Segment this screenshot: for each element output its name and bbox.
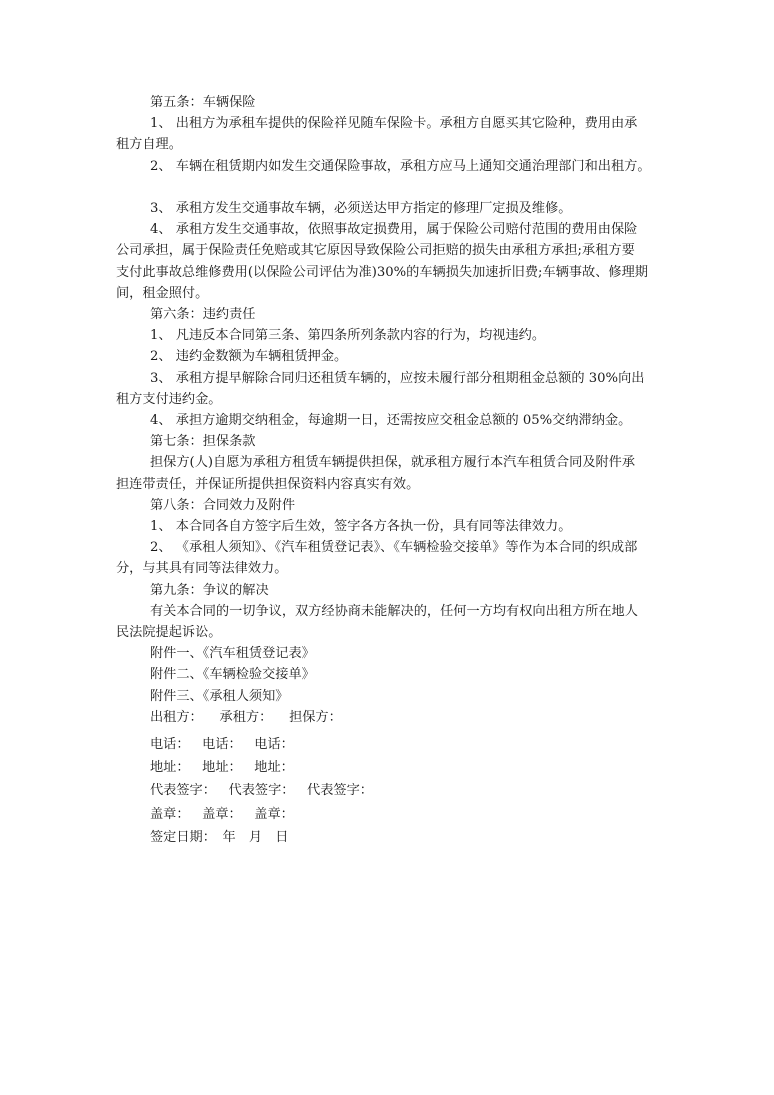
attachment-3: 附件三、《承租人须知》 (150, 688, 289, 704)
phone-label-1: 电话： (150, 737, 190, 753)
phone-label-2: 电话： (202, 737, 242, 753)
clause-5-4-line-2: 公司承担，属于保险责任免赔或其它原因导致保险公司拒赔的损失由承租方承担;承租方要 (116, 243, 635, 259)
clause-5-4-line-1: 4、 承租方发生交通事故，依照事故定损费用，属于保险公司赔付范围的费用由保险 (150, 222, 638, 238)
signature-address-row (116, 757, 664, 778)
lessor-label: 出租方： (150, 709, 203, 725)
seal-label-2: 盖章： (202, 806, 242, 822)
address-label-2: 地址： (202, 760, 242, 776)
signature-seal-row (116, 804, 664, 825)
seal-label-1: 盖章： (150, 806, 190, 822)
clause-9-line-2: 民法院提起诉讼。 (116, 625, 222, 641)
clause-7-line-2: 担连带责任，并保证所提供担保资料内容真实有效。 (116, 476, 420, 492)
signature-rep-row (116, 780, 664, 801)
guarantor-label: 担保方： (289, 709, 342, 725)
clause-6-2-line-1: 2、 违约金数额为车辆租赁押金。 (150, 349, 348, 365)
address-label-1: 地址： (150, 760, 190, 776)
section-heading-8: 第八条：合同效力及附件 (150, 497, 296, 513)
clause-8-1-line-1: 1、 本合同各自方签字后生效，签字各方各执一份，具有同等法律效力。 (150, 519, 572, 535)
clause-7-line-1: 担保方(人)自愿为承租方租赁车辆提供担保，就承租方履行本汽车租赁合同及附件承 (150, 455, 636, 471)
clause-5-4-line-4: 间，租金照付。 (116, 285, 209, 301)
rep-label-2: 代表签字： (228, 783, 295, 799)
address-label-3: 地址： (254, 760, 294, 776)
clause-5-4-line-3: 支付此事故总维修费用(以保险公司评估为准)30%的车辆损失加速折旧费;车辆事故、修理期 (116, 264, 648, 280)
clause-6-3-line-2: 租方支付违约金。 (116, 391, 222, 407)
attachment-2: 附件二、《车辆检验交接单》 (150, 667, 315, 683)
section-heading-7: 第七条：担保条款 (150, 434, 256, 450)
clause-9-line-1: 有关本合同的一切争议，双方经协商未能解决的，任何一方均有权向出租方所在地人 (150, 603, 638, 619)
signature-phone-row (116, 734, 664, 755)
clause-6-1-line-1: 1、 凡违反本合同第三条、第四条所列条款内容的行为，均视违约。 (150, 328, 546, 344)
signing-date: 签定日期： 年 月 日 (150, 829, 289, 845)
clause-5-3-line-1: 3、 承租方发生交通事故车辆，必须送达甲方指定的修理厂定损及维修。 (150, 201, 572, 216)
seal-label-3: 盖章： (254, 806, 294, 822)
clause-8-2-line-1: 2、 《承租人须知》、《汽车租赁登记表》、《车辆检验交接单》等作为本合同的织成部 (150, 540, 638, 556)
attachment-1: 附件一、《汽车租赁登记表》 (150, 646, 315, 662)
clause-5-1-line-1: 1、 出租方为承租车提供的保险祥见随车保险卡。承租方自愿买其它险种，费用由承 (150, 116, 638, 132)
rep-label-3: 代表签字： (307, 783, 373, 799)
phone-label-3: 电话： (254, 737, 294, 753)
clause-6-3-line-1: 3、 承租方提早解除合同归还租赁车辆的，应按未履行部分租期租金总额的 30%向出 (150, 370, 645, 386)
signature-parties-row (116, 707, 664, 728)
section-heading-6: 第六条：违约责任 (150, 307, 256, 323)
section-heading-5: 第五条：车辆保险 (150, 95, 256, 110)
clause-5-1-line-2: 租方自理。 (116, 137, 182, 153)
clause-5-2-line-1: 2、 车辆在租赁期内如发生交通保险事故，承租方应马上通知交通治理部门和出租方。 (150, 158, 651, 174)
clause-8-2-line-2: 分，与其具有同等法律效力。 (116, 561, 288, 577)
blank-line (116, 177, 664, 198)
rep-label-1: 代表签字： (150, 783, 216, 799)
section-heading-9: 第九条：争议的解决 (150, 582, 269, 598)
clause-6-4-line-1: 4、 承担方逾期交纳租金，每逾期一日，还需按应交租金总额的 05%交纳滞纳金。 (150, 413, 632, 429)
contract-page (116, 92, 664, 848)
lessee-label: 承租方： (219, 709, 273, 725)
